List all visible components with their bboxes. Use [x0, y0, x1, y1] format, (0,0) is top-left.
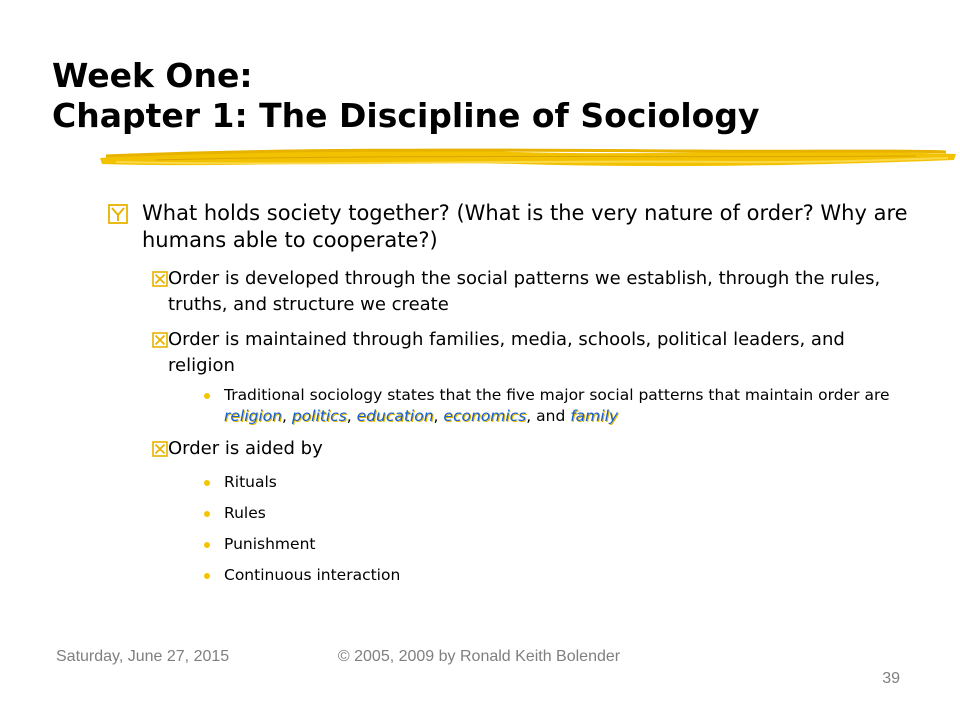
sub-bullet-3 [154, 436, 908, 462]
title-line-1: Week One: [52, 56, 253, 95]
term-politics: politics [291, 407, 347, 425]
checkbox-x-icon [152, 271, 168, 287]
bullet-dot-icon [204, 511, 210, 517]
list-item [204, 472, 908, 493]
term-family: family [570, 407, 619, 425]
separator: , [346, 407, 357, 425]
list-item-text: Continuous interaction [224, 566, 401, 584]
checkbox-x-icon [152, 441, 168, 457]
bullet-dot-icon [204, 573, 210, 579]
separator: , [281, 407, 292, 425]
list-item [204, 503, 908, 524]
bullet-dot-icon [204, 393, 210, 399]
sub-bullet-1 [154, 266, 908, 318]
list-item [204, 534, 908, 555]
title-line-2: Chapter 1: The Discipline of Sociology [52, 96, 760, 135]
term-religion: religion [224, 407, 282, 425]
term-education: education [356, 407, 434, 425]
slide-content [108, 200, 908, 586]
sub-bullet-3-text: Order is aided by [168, 438, 323, 459]
footer-page-number: 39 [882, 670, 900, 687]
title-underline-stroke [96, 138, 960, 178]
footer-date: Saturday, June 27, 2015 [56, 648, 230, 665]
list-item-text: Rituals [224, 473, 277, 491]
footer-copyright: © 2005, 2009 by Ronald Keith Bolender [337, 648, 621, 665]
sub-bullet-2 [154, 327, 908, 379]
bullet-dot-icon [204, 480, 210, 486]
list-item-text: Punishment [224, 535, 316, 553]
checkbox-check-icon [108, 204, 128, 224]
checkbox-x-icon [152, 332, 168, 348]
term-economics: economics [443, 407, 527, 425]
separator: , [433, 407, 444, 425]
sub-bullet-2-text: Order is maintained through families, media, schools, political leaders, and religion [168, 329, 845, 376]
list-item [204, 565, 908, 586]
slide-title [52, 56, 932, 136]
list-item-text: Rules [224, 504, 266, 522]
bullet-dot-icon [204, 542, 210, 548]
detail-prefix: Traditional sociology states that the five major social patterns that maintain order are [224, 386, 890, 404]
separator-and: , and [526, 407, 571, 425]
detail-bullet [204, 385, 908, 427]
main-bullet-text: What holds society together? (What is the very nature of order? Why are humans able to cooperate?) [142, 201, 908, 252]
sub-bullet-1-text: Order is developed through the social patterns we establish, through the rules, truths, and structure we create [168, 268, 881, 315]
main-bullet [108, 200, 908, 254]
